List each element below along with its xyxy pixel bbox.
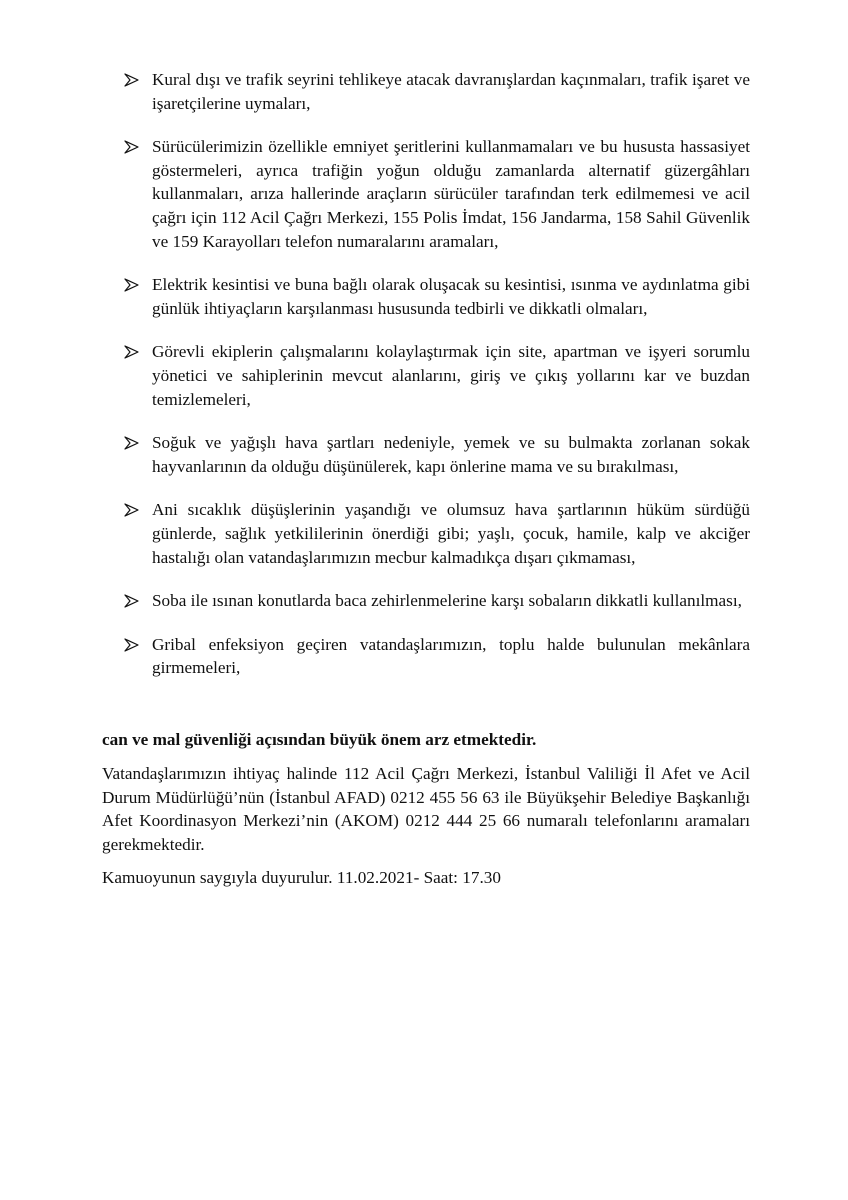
- list-item: [124, 633, 750, 680]
- list-item: [124, 589, 750, 613]
- list-item: [124, 135, 750, 253]
- arrowhead-bullet-icon: [124, 503, 139, 517]
- list-item-text: Kural dışı ve trafik seyrini tehlikeye atacak davranışlardan kaçınmaları, trafik işaret ve işaretçilerine uymaları,: [152, 70, 750, 113]
- list-item: [124, 68, 750, 115]
- arrowhead-bullet-icon: [124, 638, 139, 652]
- list-item-text: Soğuk ve yağışlı hava şartları nedeniyle, yemek ve su bulmakta zorlanan sokak hayvanlarının da olduğu düşünülerek, kapı önlerine mama ve su bırakılması,: [152, 433, 750, 476]
- precaution-list: [124, 68, 750, 680]
- arrowhead-bullet-icon: [124, 436, 139, 450]
- list-item: [124, 431, 750, 478]
- list-item: [124, 498, 750, 569]
- list-item: [124, 340, 750, 411]
- arrowhead-bullet-icon: [124, 345, 139, 359]
- list-item-text: Elektrik kesintisi ve buna bağlı olarak oluşacak su kesintisi, ısınma ve aydınlatma gibi günlük ihtiyaçların karşılanması hususunda tedbirli ve dikkatli olmaları,: [152, 275, 750, 318]
- signoff-line: Kamuoyunun saygıyla duyurulur. 11.02.2021- Saat: 17.30: [102, 868, 501, 887]
- contact-paragraph: Vatandaşlarımızın ihtiyaç halinde 112 Acil Çağrı Merkezi, İstanbul Valiliği İl Afet ve Acil Durum Müdürlüğü’nün (İstanbul AFAD) 0212 455 56 63 ile Büyükşehir Belediye Başkanlığı Afet Koordinasyon Merkezi’nin (AKOM) 0212 444 25 66 numaralı telefonlarını aramaları gerekmektedir.: [102, 764, 750, 854]
- list-item-text: Görevli ekiplerin çalışmalarını kolaylaştırmak için site, apartman ve işyeri sorumlu yönetici ve sahiplerinin mevcut alanlarını, giriş ve çıkış yollarını kar ve buzdan temizlemeleri,: [152, 342, 750, 409]
- list-item-text: Soba ile ısınan konutlarda baca zehirlenmelerine karşı sobaların dikkatli kullanılması,: [152, 591, 742, 611]
- list-item-text: Gribal enfeksiyon geçiren vatandaşlarımızın, toplu halde bulunulan mekânlara girmemeleri,: [152, 634, 750, 678]
- list-item-text: Sürücülerimizin özellikle emniyet şeritlerini kullanmamaları ve bu hususta hassasiyet göstermeleri, ayrıca trafiğin yoğun olduğu zamanlarda alternatif güzergâhları kullanmaları, arıza hallerinde araçların sürücüler tarafından terk edilmemesi ve acil çağrı için 112 Acil Çağrı Merkezi, 155 Polis İmdat, 156 Jandarma, 158 Sahil Güvenlik ve 159 Karayolları telefon numaralarını aramaları,: [152, 137, 750, 251]
- list-item-text: Ani sıcaklık düşüşlerinin yaşandığı ve olumsuz hava şartlarının hüküm sürdüğü günlerde, sağlık yetkililerinin önerdiği gibi; yaşlı, çocuk, hamile, kalp ve akciğer hastalığı olan vatandaşlarımızın mecbur kalmadıkça dışarı çıkmaması,: [152, 500, 750, 567]
- arrowhead-bullet-icon: [124, 73, 139, 87]
- arrowhead-bullet-icon: [124, 594, 139, 608]
- arrowhead-bullet-icon: [124, 140, 139, 154]
- list-item: [124, 273, 750, 320]
- arrowhead-bullet-icon: [124, 278, 139, 292]
- closing-statement: can ve mal güvenliği açısından büyük önem arz etmektedir.: [102, 730, 537, 749]
